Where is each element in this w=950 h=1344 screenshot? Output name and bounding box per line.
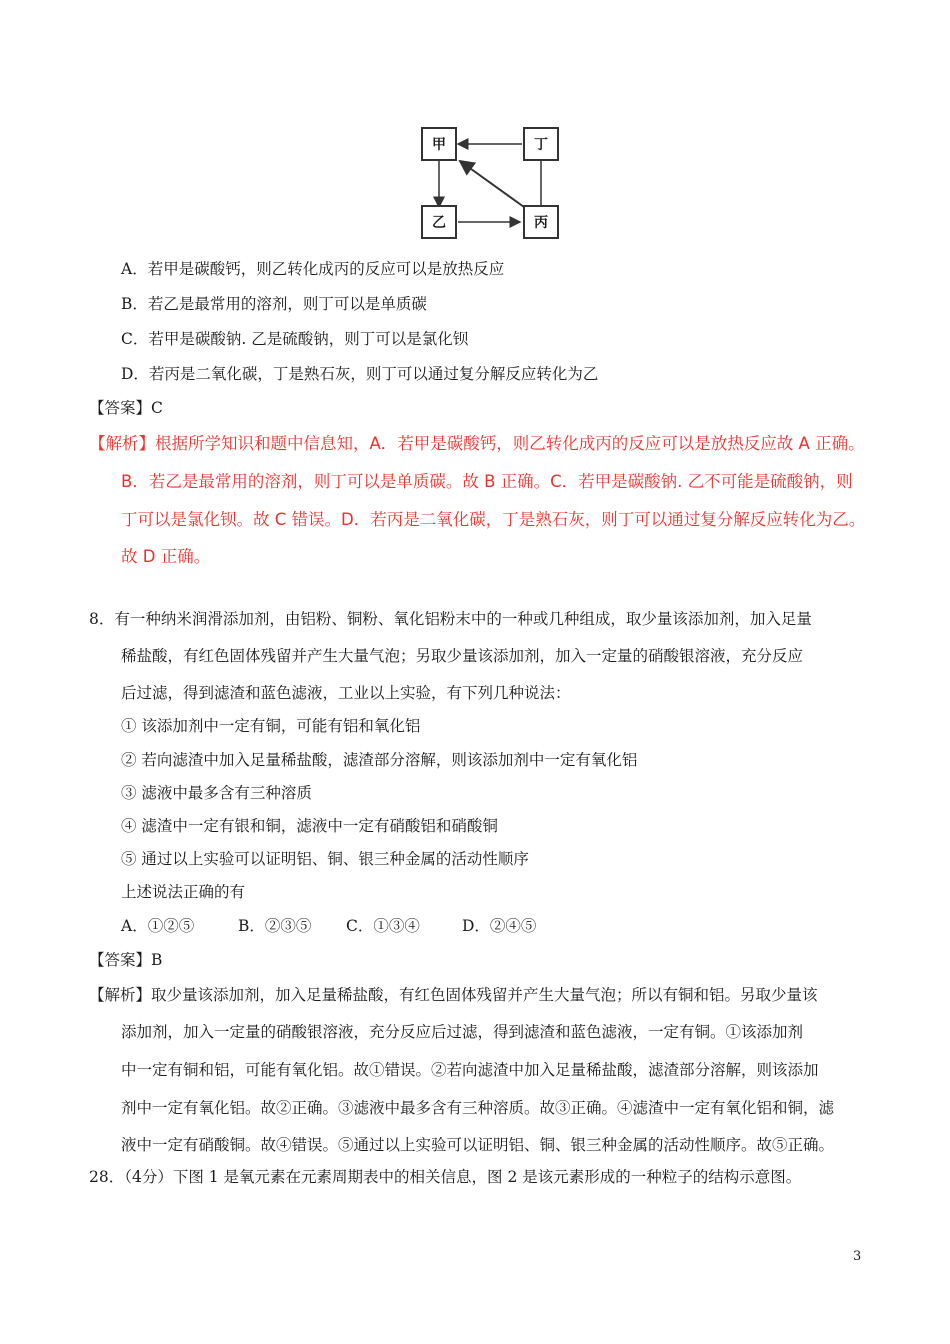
q8-choice-c: C．①③④ xyxy=(346,917,420,935)
q7-answer: 【答案】C xyxy=(89,399,163,417)
q7-analysis-line: 【解析】根据所学知识和题中信息知，A．若甲是碳酸钙，则乙转化成丙的反应可以是放热反应故 A 正确。 xyxy=(89,434,865,453)
q8-statement-3: ③ 滤液中最多含有三种溶质 xyxy=(121,784,312,802)
q8-statement-5: ⑤ 通过以上实验可以证明铝、铜、银三种金属的活动性顺序 xyxy=(121,850,529,868)
q8-statement-1: ① 该添加剂中一定有铜，可能有铝和氧化铝 xyxy=(121,717,421,735)
q8-analysis-line: 剂中一定有氧化铝。故②正确。③滤液中最多含有三种溶质。故③正确。④滤渣中一定有氧化铝和铜，滤 xyxy=(121,1099,835,1117)
node-jia: 甲 xyxy=(421,127,457,161)
q7-analysis-line: 丁可以是氯化钡。故 C 错误。D．若丙是二氧化碳，丁是熟石灰，则丁可以通过复分解反应转化为乙。 xyxy=(121,510,866,529)
page-number: 3 xyxy=(853,1249,862,1264)
q8-choice-d: D．②④⑤ xyxy=(462,917,537,935)
q8-prompt: 上述说法正确的有 xyxy=(121,883,246,901)
q8-statement-2: ② 若向滤渣中加入足量稀盐酸，滤渣部分溶解，则该添加剂中一定有氧化铝 xyxy=(121,751,638,769)
q8-analysis-line: 液中一定有硝酸铜。故④错误。⑤通过以上实验可以证明铝、铜、银三种金属的活动性顺序。故⑤正确。 xyxy=(121,1136,835,1154)
q28-stem: 28．（4分）下图 1 是氧元素在元素周期表中的相关信息，图 2 是该元素形成的一种粒子的结构示意图。 xyxy=(89,1168,802,1186)
q7-option-a: A．若甲是碳酸钙，则乙转化成丙的反应可以是放热反应 xyxy=(121,260,505,278)
arrow-bing-to-jia xyxy=(460,161,524,207)
q8-answer: 【答案】B xyxy=(89,951,163,969)
q8-statement-4: ④ 滤渣中一定有银和铜，滤液中一定有硝酸铝和硝酸铜 xyxy=(121,817,498,835)
q8-choice-b: B．②③⑤ xyxy=(238,917,312,935)
q7-analysis-line: 故 D 正确。 xyxy=(121,547,211,566)
q7-option-b: B．若乙是最常用的溶剂，则丁可以是单质碳 xyxy=(121,295,427,313)
q7-option-d: D．若丙是二氧化碳，丁是熟石灰，则丁可以通过复分解反应转化为乙 xyxy=(121,365,599,383)
q8-stem-line: 8．有一种纳米润滑添加剂，由铝粉、铜粉、氧化铝粉末中的一种或几种组成，取少量该添加剂，加入足量 xyxy=(89,610,812,628)
q7-option-c: C．若甲是碳酸钠. 乙是硫酸钠，则丁可以是氯化钡 xyxy=(121,330,469,348)
node-bing: 丙 xyxy=(523,205,559,239)
q8-stem-line: 后过滤，得到滤渣和蓝色滤液，工业以上实验，有下列几种说法： xyxy=(121,684,571,702)
node-ding: 丁 xyxy=(523,127,559,161)
node-yi: 乙 xyxy=(421,205,457,239)
q8-stem-line: 稀盐酸，有红色固体残留并产生大量气泡；另取少量该添加剂，加入一定量的硝酸银溶液，充分反应 xyxy=(121,647,804,665)
q8-choice-a: A．①②⑤ xyxy=(121,917,195,935)
q8-analysis-line: 【解析】取少量该添加剂，加入足量稀盐酸，有红色固体残留并产生大量气泡；所以有铜和铝。另取少量该 xyxy=(89,986,818,1004)
q7-analysis-line: B．若乙是最常用的溶剂，则丁可以是单质碳。故 B 正确。C．若甲是碳酸钠. 乙不可能是硫酸钠，则 xyxy=(121,472,853,491)
relation-diagram xyxy=(420,125,565,243)
q8-analysis-line: 中一定有铜和铝，可能有氧化铝。故①错误。②若向滤渣中加入足量稀盐酸，滤渣部分溶解，则该添加 xyxy=(121,1061,819,1079)
q8-analysis-line: 添加剂，加入一定量的硝酸银溶液，充分反应后过滤，得到滤渣和蓝色滤液，一定有铜。①该添加剂 xyxy=(121,1023,804,1041)
